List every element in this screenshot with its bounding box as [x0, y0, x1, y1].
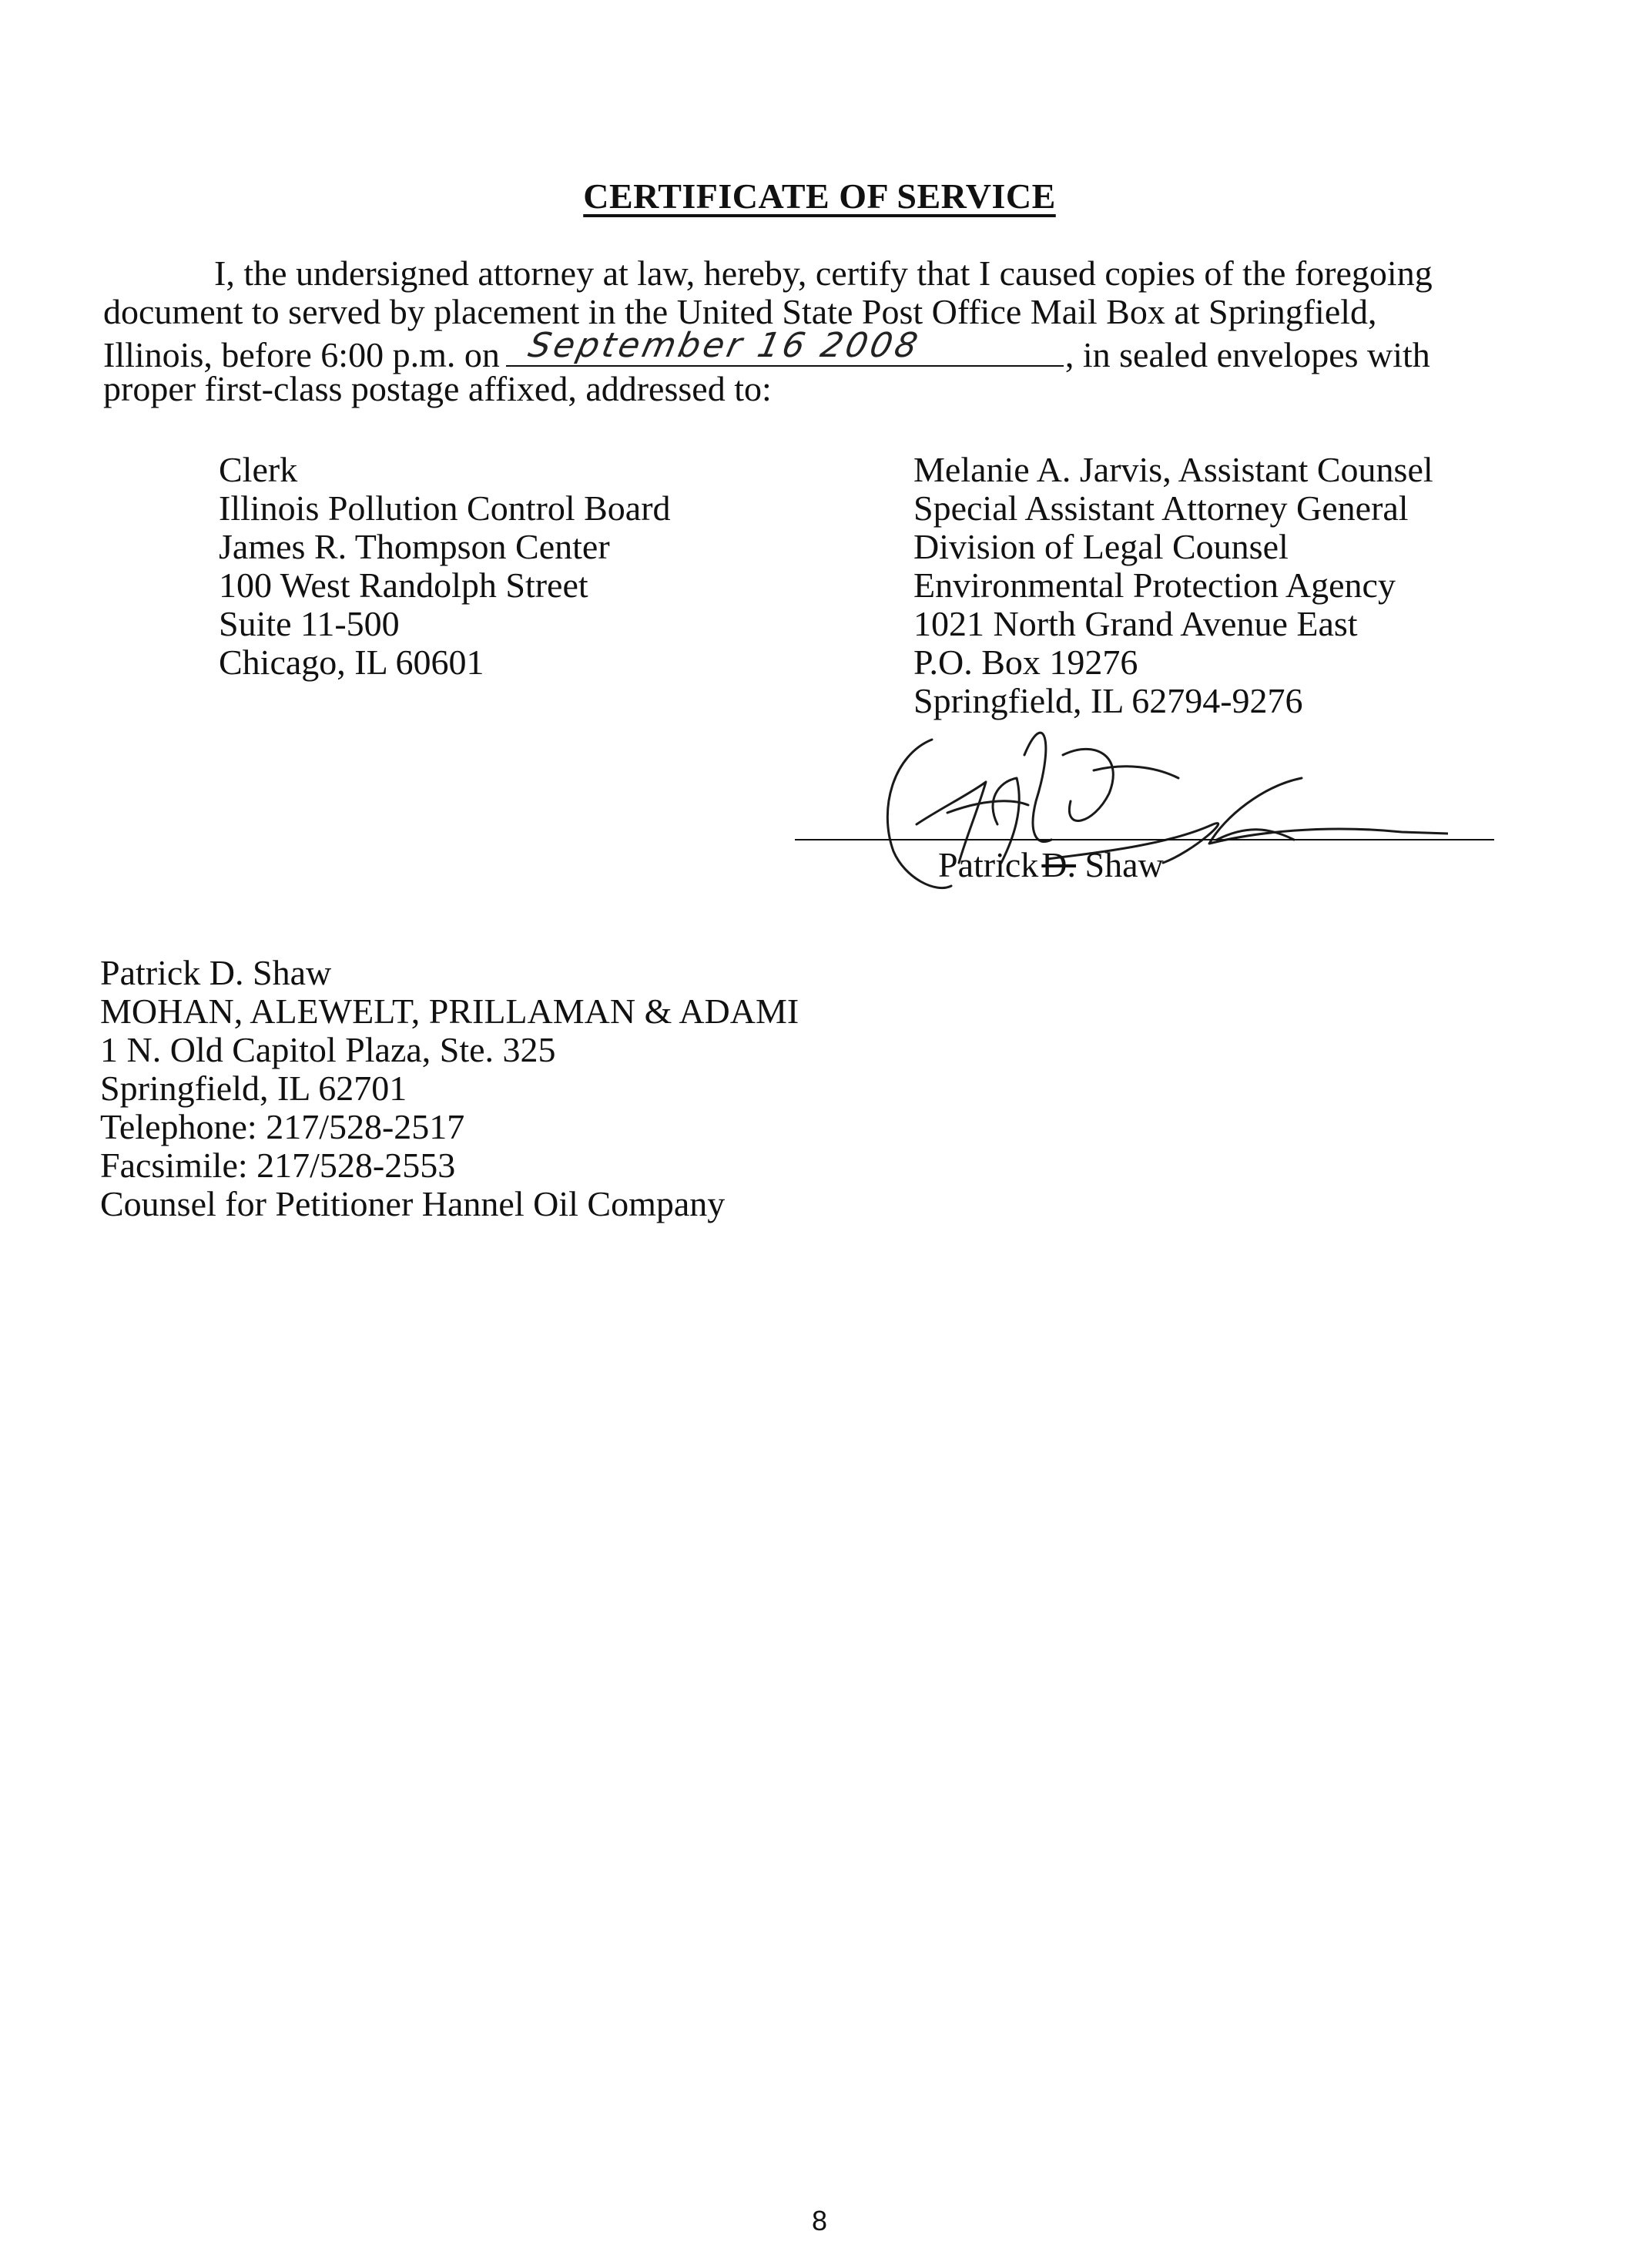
address-line: Illinois Pollution Control Board: [219, 488, 671, 528]
counsel-line: Telephone: 217/528-2517: [100, 1107, 465, 1146]
address-line: P.O. Box 19276: [913, 642, 1138, 682]
counsel-line: Facsimile: 217/528-2553: [100, 1146, 456, 1185]
address-line: James R. Thompson Center: [219, 527, 610, 566]
counsel-line: 1 N. Old Capitol Plaza, Ste. 325: [100, 1030, 556, 1069]
date-blank-line: [506, 326, 1064, 367]
counsel-block: [100, 954, 799, 1223]
handwritten-date: September 16 2008: [525, 326, 924, 365]
paragraph-line-3-start: Illinois, before 6:00 p.m. on: [103, 335, 500, 374]
address-line: Clerk: [219, 450, 298, 489]
recipient-address-right: [913, 451, 1433, 720]
page-number: 8: [811, 2205, 828, 2236]
paragraph-line-2: document to served by placement in the United State Post Office Mail Box at Springfield,: [103, 292, 1377, 331]
recipient-address-left: [219, 451, 671, 682]
document-title: CERTIFICATE OF SERVICE: [583, 176, 1056, 216]
signatory-name: [938, 844, 1164, 885]
paragraph-line-4: proper first-class postage affixed, addressed to:: [103, 369, 772, 408]
counsel-line: MOHAN, ALEWELT, PRILLAMAN & ADAMI: [100, 991, 799, 1031]
paragraph-line-1: I, the undersigned attorney at law, hereby, certify that I caused copies of the foregoing: [214, 253, 1433, 293]
address-line: Division of Legal Counsel: [913, 527, 1289, 566]
counsel-line: Springfield, IL 62701: [100, 1069, 407, 1108]
address-line: Suite 11-500: [219, 604, 400, 643]
address-line: Special Assistant Attorney General: [913, 488, 1409, 528]
address-line: 1021 North Grand Avenue East: [913, 604, 1358, 643]
address-line: Chicago, IL 60601: [219, 642, 484, 682]
address-line: Springfield, IL 62794-9276: [913, 681, 1303, 720]
paragraph-line-3-end: , in sealed envelopes with: [1064, 335, 1430, 374]
signature-line: [795, 839, 1494, 840]
signatory-last-name: Shaw: [1084, 845, 1164, 884]
struck-middle-initial: D.: [1041, 845, 1077, 884]
address-line: 100 West Randolph Street: [219, 565, 588, 605]
paragraph-line-3: [103, 326, 1430, 374]
address-line: Melanie A. Jarvis, Assistant Counsel: [913, 450, 1433, 489]
signatory-first-name: Patrick: [938, 845, 1039, 884]
counsel-line: Counsel for Petitioner Hannel Oil Company: [100, 1184, 726, 1223]
address-line: Environmental Protection Agency: [913, 565, 1396, 605]
counsel-line: Patrick D. Shaw: [100, 953, 332, 992]
